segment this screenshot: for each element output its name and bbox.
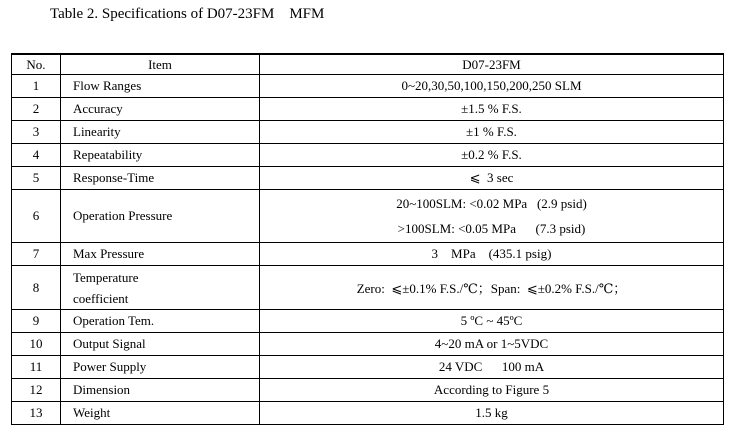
table-row [12, 144, 724, 167]
row-no: 10 [12, 333, 61, 356]
row-item: Repeatability [61, 144, 260, 167]
table-row [12, 310, 724, 333]
row-item-line: coefficient [73, 290, 129, 306]
row-item: Weight [61, 402, 260, 425]
row-value: ±1.5 % F.S. [260, 98, 724, 121]
row-value: ⩽ 3 sec [260, 167, 724, 190]
table-row [12, 243, 724, 266]
row-item: Response-Time [61, 167, 260, 190]
row-no: 1 [12, 75, 61, 98]
specifications-table [11, 53, 724, 425]
row-value: ±1 % F.S. [260, 121, 724, 144]
row-item: Linearity [61, 121, 260, 144]
row-item: Output Signal [61, 333, 260, 356]
header-no: No. [12, 54, 61, 75]
table-row [12, 356, 724, 379]
row-no: 2 [12, 98, 61, 121]
row-item: Flow Ranges [61, 75, 260, 98]
table-header-row [12, 54, 724, 75]
row-value: According to Figure 5 [260, 379, 724, 402]
row-no: 6 [12, 190, 61, 243]
table-row [12, 333, 724, 356]
row-value: 1.5 kg [260, 402, 724, 425]
row-value: ±0.2 % F.S. [260, 144, 724, 167]
row-no: 3 [12, 121, 61, 144]
row-value: 5 ºC ~ 45ºC [260, 310, 724, 333]
table-row [12, 98, 724, 121]
row-item: Max Pressure [61, 243, 260, 266]
table-row [12, 190, 724, 243]
row-no: 13 [12, 402, 61, 425]
row-value: 4~20 mA or 1~5VDC [260, 333, 724, 356]
row-item: Dimension [61, 379, 260, 402]
row-value [260, 190, 724, 243]
row-no: 5 [12, 167, 61, 190]
row-item: Accuracy [61, 98, 260, 121]
row-no: 7 [12, 243, 61, 266]
table-row [12, 75, 724, 98]
header-item: Item [61, 54, 260, 75]
row-value-line: >100SLM: <0.05 MPa (7.3 psid) [397, 221, 586, 236]
table-row [12, 121, 724, 144]
row-no: 9 [12, 310, 61, 333]
table-row [12, 402, 724, 425]
row-no: 8 [12, 266, 61, 310]
row-value: 24 VDC 100 mA [260, 356, 724, 379]
row-value: 0~20,30,50,100,150,200,250 SLM [260, 75, 724, 98]
row-no: 12 [12, 379, 61, 402]
row-item: Power Supply [61, 356, 260, 379]
table-row [12, 266, 724, 310]
header-value: D07-23FM [260, 54, 724, 75]
row-item-line: Temperature [73, 269, 139, 285]
table-row [12, 379, 724, 402]
table-row [12, 167, 724, 190]
row-item [61, 266, 260, 310]
row-item: Operation Pressure [61, 190, 260, 243]
row-value: 3 MPa (435.1 psig) [260, 243, 724, 266]
row-no: 11 [12, 356, 61, 379]
row-value: Zero: ⩽±0.1% F.S./℃；Span: ⩽±0.2% F.S./℃； [260, 266, 724, 310]
row-value-line: 20~100SLM: <0.02 MPa (2.9 psid) [396, 196, 587, 211]
row-no: 4 [12, 144, 61, 167]
row-item: Operation Tem. [61, 310, 260, 333]
table-caption: Table 2. Specifications of D07-23FM MFM [50, 6, 325, 22]
